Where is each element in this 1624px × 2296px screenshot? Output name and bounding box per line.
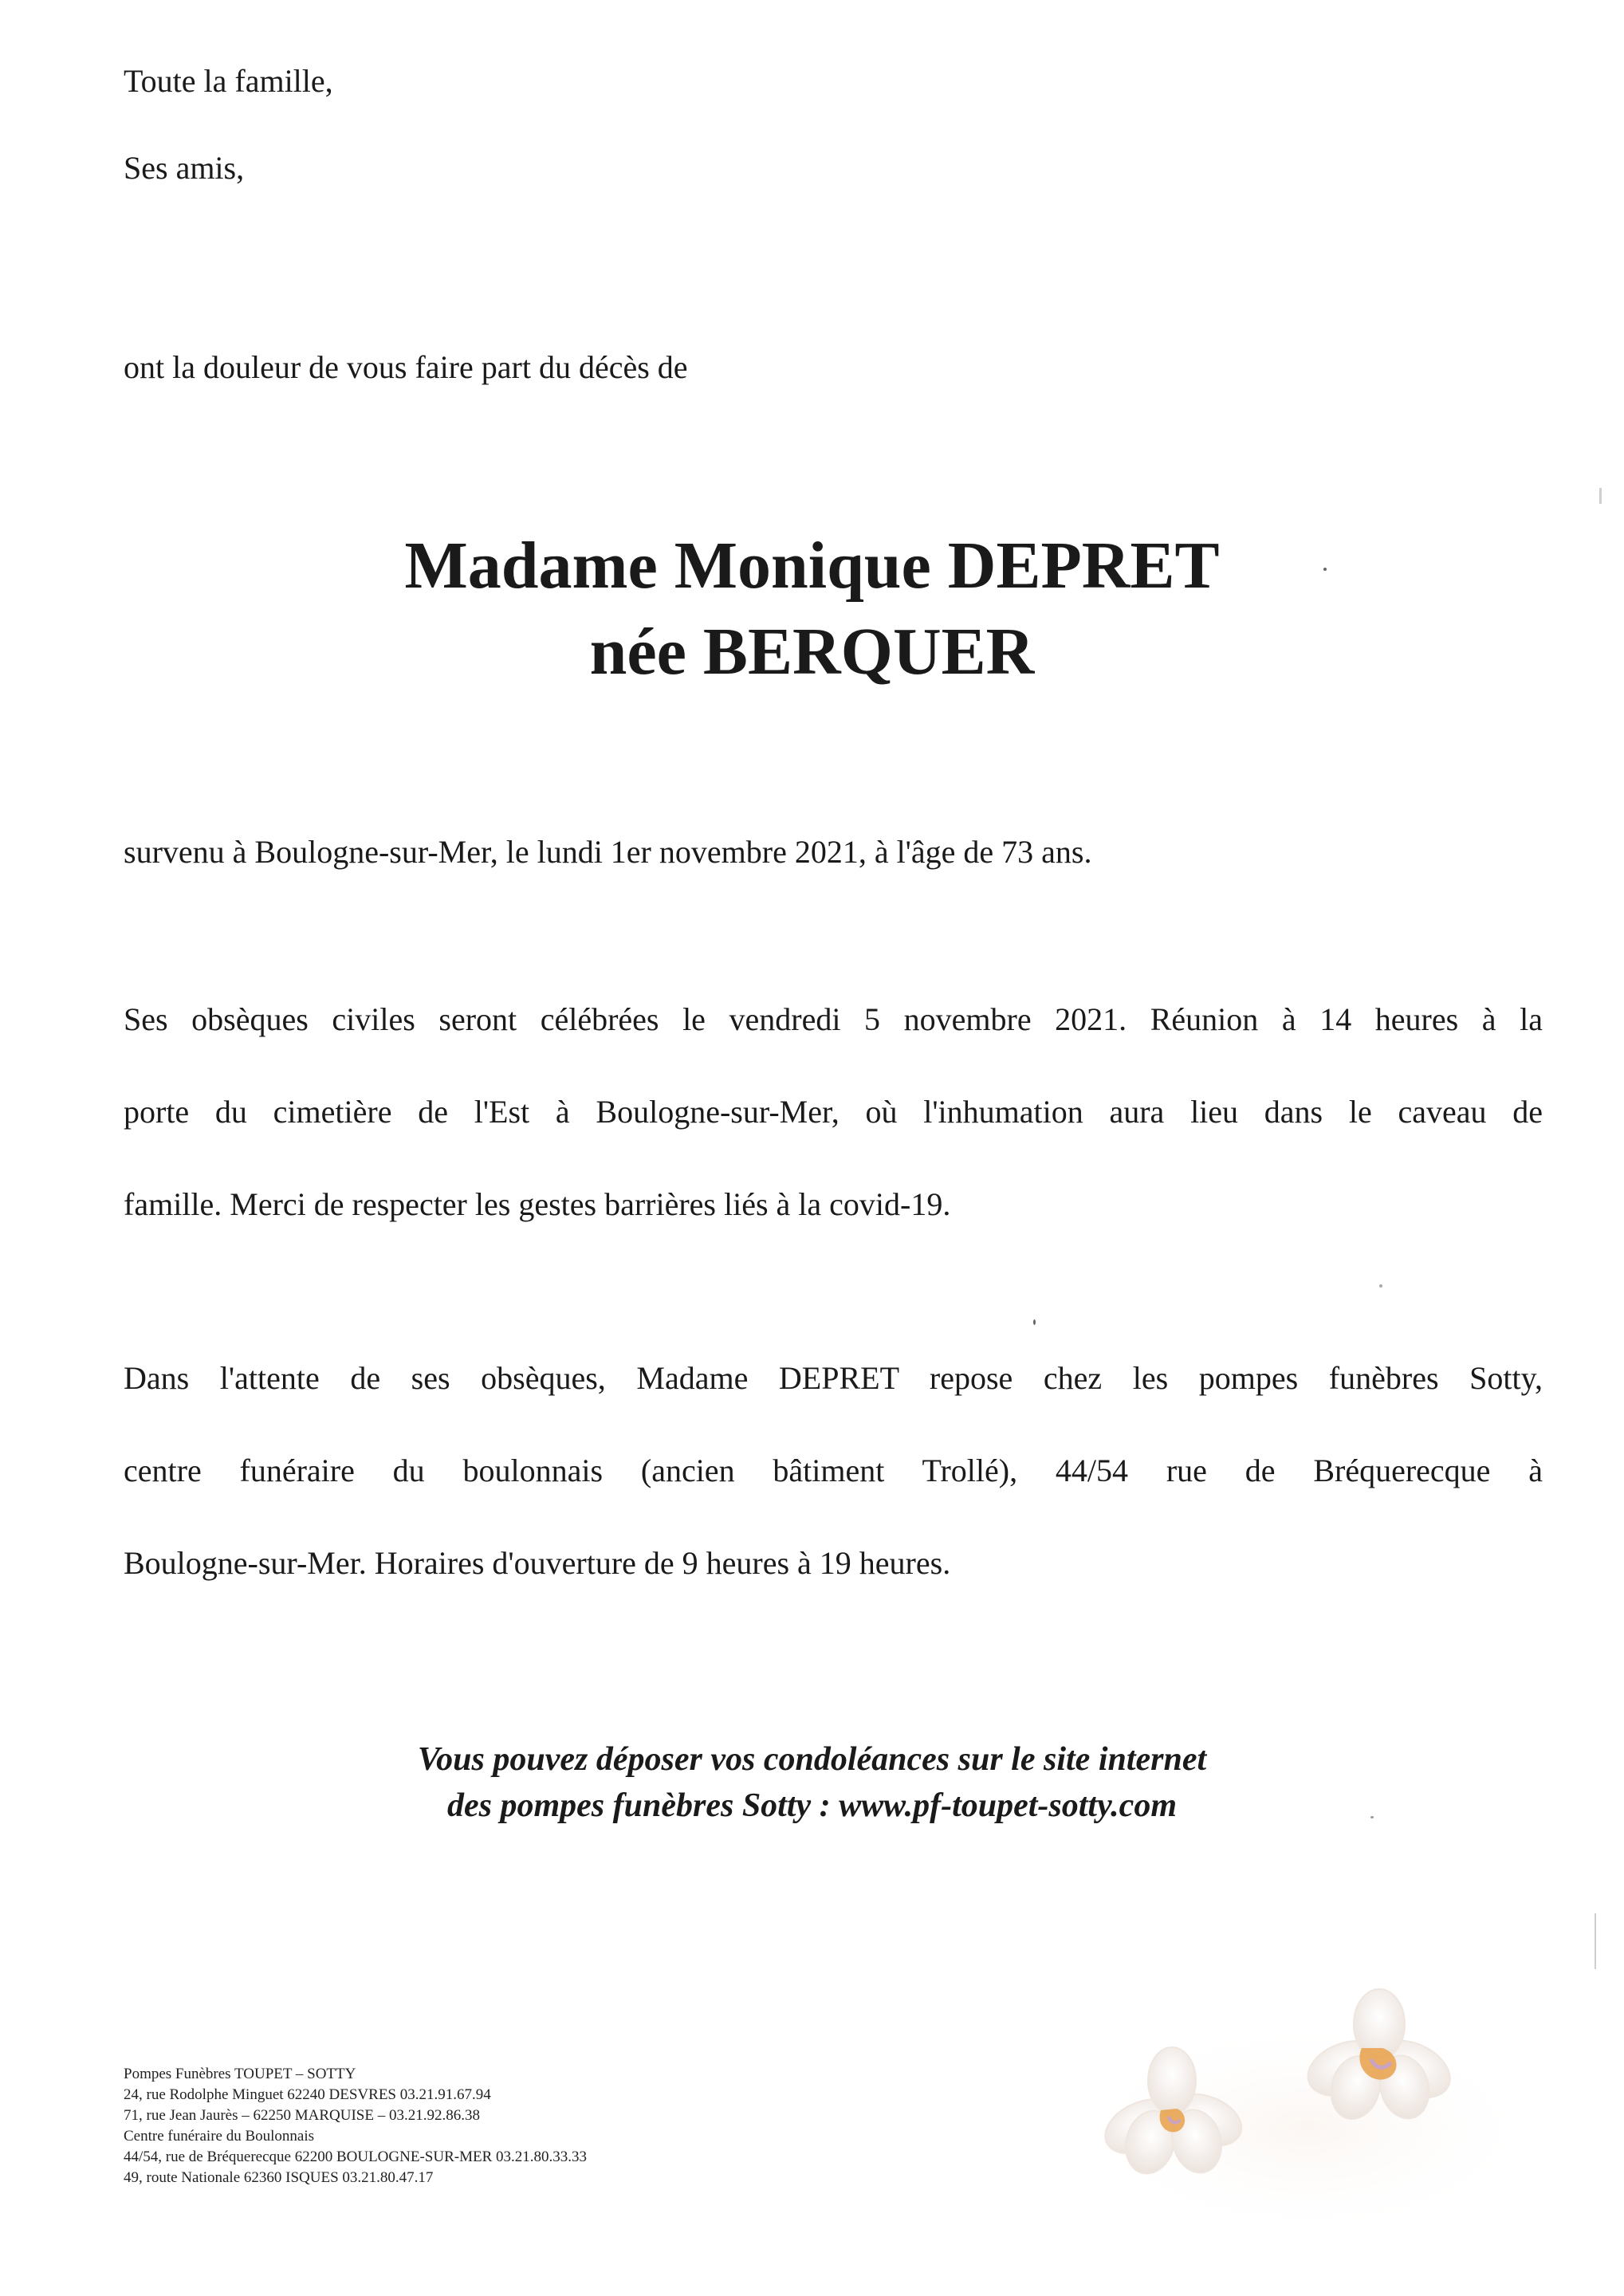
deceased-maiden-name: née BERQUER — [589, 615, 1035, 689]
condolences-line: Vous pouvez déposer vos condoléances sur le site internet — [417, 1741, 1207, 1778]
scan-speck — [1379, 1284, 1382, 1288]
deceased-name: Madame Monique DEPRET — [404, 529, 1220, 603]
funeral-paragraph — [124, 1001, 1543, 1278]
scan-speck — [1033, 1319, 1036, 1325]
repose-line: Boulogne-sur-Mer. Horaires d'ouverture de 9 heures à 19 heures. — [124, 1545, 951, 1581]
repose-line: centre funéraire du boulonnais (ancien bâtiment Trollé), 44/54 rue de Bréquerecque à — [124, 1453, 1543, 1488]
footer-line: 71, rue Jean Jaurès – 62250 MARQUISE – 03.21.92.86.38 — [124, 2107, 480, 2124]
footer-line: 49, route Nationale 62360 ISQUES 03.21.80.47.17 — [124, 2169, 434, 2186]
scan-speck — [1370, 1816, 1374, 1818]
funeral-home-address-block — [124, 2064, 587, 2188]
repose-line: Dans l'attente de ses obsèques, Madame DEPRET repose chez les pompes funèbres Sotty, — [124, 1360, 1543, 1396]
intro-family: Toute la famille, — [124, 63, 333, 99]
death-notice: survenu à Boulogne-sur-Mer, le lundi 1er novembre 2021, à l'âge de 73 ans. — [124, 834, 1092, 870]
condolences-website: des pompes funèbres Sotty : www.pf-toupet-sotty.com — [447, 1787, 1177, 1824]
intro-friends: Ses amis, — [124, 150, 245, 186]
repose-paragraph — [124, 1359, 1543, 1637]
funeral-line: Ses obsèques civiles seront célébrées le vendredi 5 novembre 2021. Réunion à 14 heures à la — [124, 1001, 1543, 1037]
orchid-flowers-icon — [1060, 1969, 1555, 2240]
footer-line: 24, rue Rodolphe Minguet 62240 DESVRES 03.21.91.67.94 — [124, 2086, 491, 2103]
intro-announcement: ont la douleur de vous faire part du décès de — [124, 349, 688, 385]
footer-line: Pompes Funèbres TOUPET – SOTTY — [124, 2066, 356, 2082]
funeral-line: famille. Merci de respecter les gestes barrières liés à la covid-19. — [124, 1186, 951, 1222]
scan-edge-mark — [1595, 1913, 1596, 1969]
footer-line: 44/54, rue de Bréquerecque 62200 BOULOGNE-SUR-MER 03.21.80.33.33 — [124, 2149, 587, 2165]
funeral-line: porte du cimetière de l'Est à Boulogne-sur-Mer, où l'inhumation aura lieu dans le caveau de — [124, 1094, 1543, 1130]
scan-edge-mark — [1599, 488, 1602, 504]
scan-speck — [1323, 568, 1327, 571]
footer-line: Centre funéraire du Boulonnais — [124, 2128, 315, 2145]
